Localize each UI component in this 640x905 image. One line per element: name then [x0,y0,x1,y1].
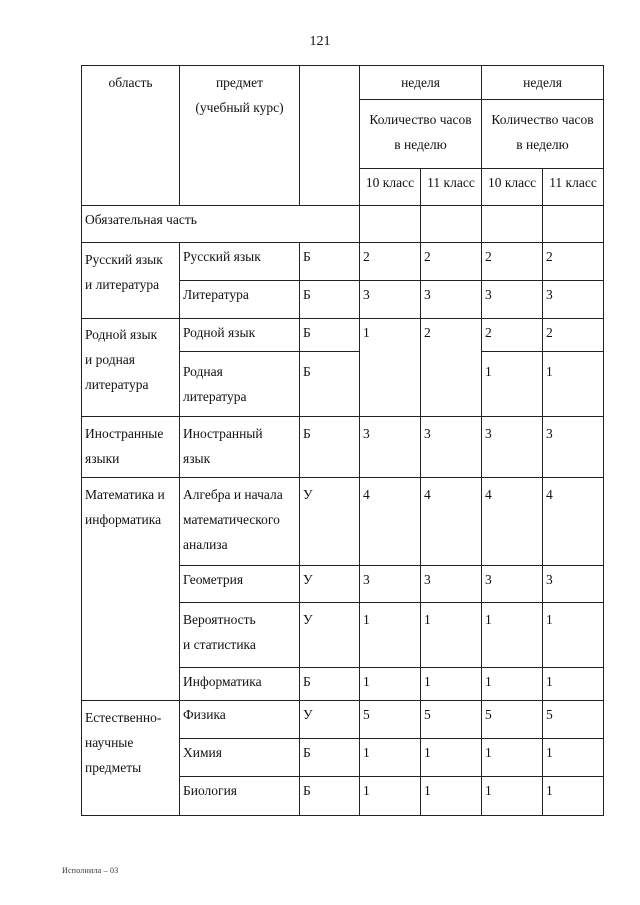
section-cell [421,206,482,243]
hours-cell: 5 [482,701,543,739]
hours-cell: 1 [543,739,604,777]
hours-value: 1 [546,364,553,379]
hours-cell: 1 [421,739,482,777]
hours-cell [421,603,482,668]
level-cell [300,478,360,566]
subject-name-line2: и статистика [183,637,256,652]
header-subject-cell [180,66,300,206]
header-hours-b [482,100,604,169]
subject-name-line2: язык [183,451,211,466]
header-week-b [482,66,604,100]
header-subject-line2: (учебный курс) [195,100,284,115]
week-b-label: неделя [523,75,562,90]
table-row [82,417,604,478]
subject-name-line2: литература [183,389,247,404]
header-area-cell [82,66,180,206]
subject-name: Алгебра и начала [183,487,283,502]
section-cell [482,206,543,243]
level-cell [300,603,360,668]
hours-cell: 1 [543,668,604,701]
area-russian-line2: и литература [85,277,160,292]
hours-cell: 2 [360,243,421,281]
hours-cell: 2 [543,243,604,281]
subject-name: Геометрия [183,572,244,587]
hours-cell: 5 [360,701,421,739]
page-number: 121 [309,34,331,49]
section-row [82,206,604,243]
hours-cell: 3 [482,566,543,603]
level-cell: Б [300,668,360,701]
hours-cell: 1 [360,739,421,777]
subject-name: Физика [183,707,226,722]
area-math-line1: Математика и [85,487,165,502]
hours-cell [482,478,543,566]
hours-value: 3 [424,426,431,441]
area-foreign-line1: Иностранные [85,426,164,441]
hours-cell [421,417,482,478]
hours-cell: 3 [482,281,543,319]
header-row [82,66,604,100]
hours-cell: 2 [543,319,604,352]
hours-value: 4 [485,487,492,502]
hours-cell [482,603,543,668]
hours-cell: 3 [360,566,421,603]
area-foreign-line2: языки [85,451,120,466]
subject-name: Русский язык [183,249,261,264]
hours-cell: 1 [543,777,604,816]
subject-name: Биология [183,783,238,798]
hours-cell [543,417,604,478]
area-native-line3: литература [85,377,149,392]
hours-cell: 3 [421,566,482,603]
hours-cell [360,417,421,478]
hours-cell: 1 [360,668,421,701]
table-row [82,478,604,566]
level-cell [300,352,360,417]
hours-value: 3 [485,426,492,441]
hours-value: 4 [546,487,553,502]
header-hours-a [360,100,482,169]
area-cell-science [82,701,180,816]
level-cell: У [300,566,360,603]
hours-cell: 2 [421,243,482,281]
level-cell: Б [300,281,360,319]
hours-value: 1 [485,612,492,627]
subject-cell [180,701,300,739]
hours-cell: 2 [482,319,543,352]
hours-cell: 3 [360,281,421,319]
hours-cell: 1 [421,777,482,816]
hours-cell [543,352,604,417]
hours-value: 1 [485,364,492,379]
hours-value: 3 [363,426,370,441]
level-cell: Б [300,243,360,281]
hours-cell [482,352,543,417]
level-value: Б [303,426,311,441]
hours-cell: 1 [360,777,421,816]
level-cell: Б [300,739,360,777]
subject-name-line2: математического [183,512,280,527]
week-a-label: неделя [401,75,440,90]
subject-name: Химия [183,745,222,760]
area-science-line2: научные [85,735,134,750]
hours-a-line2: в неделю [394,137,447,152]
level-cell: У [300,701,360,739]
level-value: Б [303,364,311,379]
hours-cell [360,478,421,566]
area-cell-math [82,478,180,701]
area-cell-foreign [82,417,180,478]
hours-cell: 1 [482,739,543,777]
hours-b-line2: в неделю [516,137,569,152]
level-value: У [303,612,313,627]
hours-cell: 1 [421,668,482,701]
header-area: область [108,75,153,90]
subject-name: Родная [183,364,223,379]
subject-cell [180,352,300,417]
subject-name: Литература [183,287,249,302]
header-week-a [360,66,482,100]
section-cell [543,206,604,243]
section-cell [360,206,421,243]
hours-value: 1 [546,612,553,627]
hours-a-line1: Количество часов [369,112,472,127]
area-math-line2: информатика [85,512,162,527]
header-level-cell [300,66,360,206]
level-cell [300,417,360,478]
hours-cell: 3 [543,281,604,319]
hours-cell [543,478,604,566]
hours-cell: 1 [482,668,543,701]
area-native-line2: и родная [85,352,136,367]
area-cell-russian [82,243,180,319]
subject-cell [180,566,300,603]
area-russian-line1: Русский язык [85,252,163,267]
hours-value: 1 [424,612,431,627]
hours-cell: 5 [421,701,482,739]
subject-cell [180,668,300,701]
section-mandatory: Обязательная часть [82,206,360,243]
level-cell: Б [300,777,360,816]
grade-11-a: 11 класс [421,169,482,206]
curriculum-table [81,65,604,816]
subject-cell [180,281,300,319]
hours-cell [360,603,421,668]
level-value: У [303,487,313,502]
hours-cell [482,417,543,478]
hours-cell-merged: 2 [421,319,482,417]
hours-cell: 3 [543,566,604,603]
table-row [82,243,604,281]
subject-name: Родной язык [183,325,256,340]
subject-cell [180,739,300,777]
subject-name: Вероятность [183,612,256,627]
hours-cell [543,603,604,668]
grade-10-b: 10 класс [482,169,543,206]
header-subject-line1: предмет [215,75,264,90]
hours-value: 1 [363,612,370,627]
footer-note: Исполнила – 03 [62,866,119,875]
grade-11-b: 11 класс [543,169,604,206]
subject-cell [180,417,300,478]
hours-cell-merged: 1 [360,319,421,417]
table-row [82,319,604,352]
hours-cell [421,478,482,566]
subject-cell [180,603,300,668]
subject-name: Информатика [183,674,262,689]
hours-value: 4 [363,487,370,502]
hours-value: 4 [424,487,431,502]
hours-cell: 5 [543,701,604,739]
hours-value: 3 [546,426,553,441]
area-science-line3: предметы [85,760,142,775]
hours-cell: 3 [421,281,482,319]
area-native-line1: Родной язык [85,327,158,342]
subject-cell [180,243,300,281]
subject-cell [180,478,300,566]
table-row [82,701,604,739]
area-science-line1: Естественно- [85,710,162,725]
hours-cell: 2 [482,243,543,281]
hours-cell: 1 [482,777,543,816]
grade-10-a: 10 класс [360,169,421,206]
subject-cell [180,777,300,816]
subject-name: Иностранный [183,426,263,441]
level-cell: Б [300,319,360,352]
area-cell-native [82,319,180,417]
hours-b-line1: Количество часов [491,112,594,127]
subject-cell [180,319,300,352]
subject-name-line3: анализа [183,537,228,552]
